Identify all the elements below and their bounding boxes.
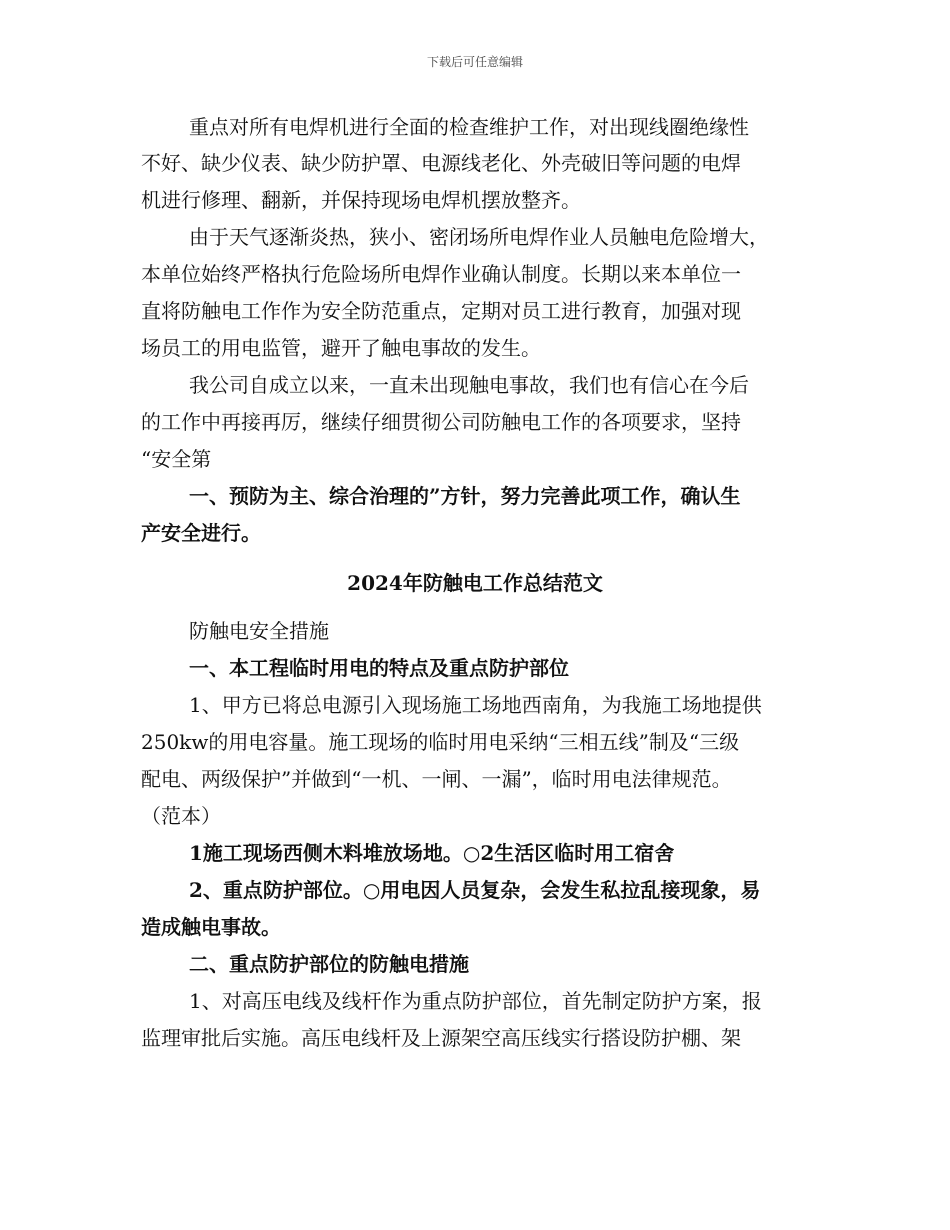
text-line: 的工作中再接再厉，继续仔细贯彻公司防触电工作的各项要求，坚持 xyxy=(141,410,741,434)
text-line: “安全第 xyxy=(141,447,212,471)
text-line: 1施工现场西侧木料堆放场地。○2生活区临时用工宿舍 xyxy=(189,841,675,865)
text-line: 一、本工程临时用电的特点及重点防护部位 xyxy=(189,656,569,680)
text-line: 防触电安全措施 xyxy=(189,619,329,643)
text-line: （范本） xyxy=(141,804,221,828)
text-line: 二、重点防护部位的防触电措施 xyxy=(189,952,469,976)
text-line: 直将防触电工作作为安全防范重点，定期对员工进行教育，加强对现 xyxy=(141,299,741,323)
text-line: 不好、缺少仪表、缺少防护罩、电源线老化、外壳破旧等问题的电焊 xyxy=(141,151,741,175)
text-line: 由于天气逐渐炎热，狭小、密闭场所电焊作业人员触电危险增大， xyxy=(189,225,769,249)
text-line: 监理审批后实施。高压电线杆及上源架空高压线实行搭设防护棚、架 xyxy=(141,1026,741,1050)
text-line: 我公司自成立以来，一直未出现触电事故，我们也有信心在今后 xyxy=(189,373,749,397)
text-line: 造成触电事故。 xyxy=(141,915,281,939)
text-line: 250kw的用电容量。施工现场的临时用电采纳“三相五线”制及“三级 xyxy=(141,730,740,754)
text-line: 场员工的用电监管，避开了触电事故的发生。 xyxy=(141,336,541,360)
text-line: 1、对高压电线及线杆作为重点防护部位，首先制定防护方案，报 xyxy=(189,989,762,1013)
section-title: 2024年防触电工作总结范文 xyxy=(347,571,603,595)
text-line: 1、甲方已将总电源引入现场施工场地西南角，为我施工场地提供 xyxy=(189,693,762,717)
text-line: 产安全进行。 xyxy=(141,521,261,545)
page-header: 下载后可任意编辑 xyxy=(426,55,523,69)
text-line: 本单位始终严格执行危险场所电焊作业确认制度。长期以来本单位一 xyxy=(141,262,741,286)
text-line: 一、预防为主、综合治理的”方针，努力完善此项工作，确认生 xyxy=(189,484,741,508)
text-line: 2、重点防护部位。○用电因人员复杂，会发生私拉乱接现象，易 xyxy=(189,878,761,902)
text-line: 配电、两级保护”并做到“一机、一闸、一漏”，临时用电法律规范。 xyxy=(141,767,732,791)
text-line: 机进行修理、翻新，并保持现场电焊机摆放整齐。 xyxy=(141,188,581,212)
text-line: 重点对所有电焊机进行全面的检查维护工作，对出现线圈绝缘性 xyxy=(189,115,749,139)
